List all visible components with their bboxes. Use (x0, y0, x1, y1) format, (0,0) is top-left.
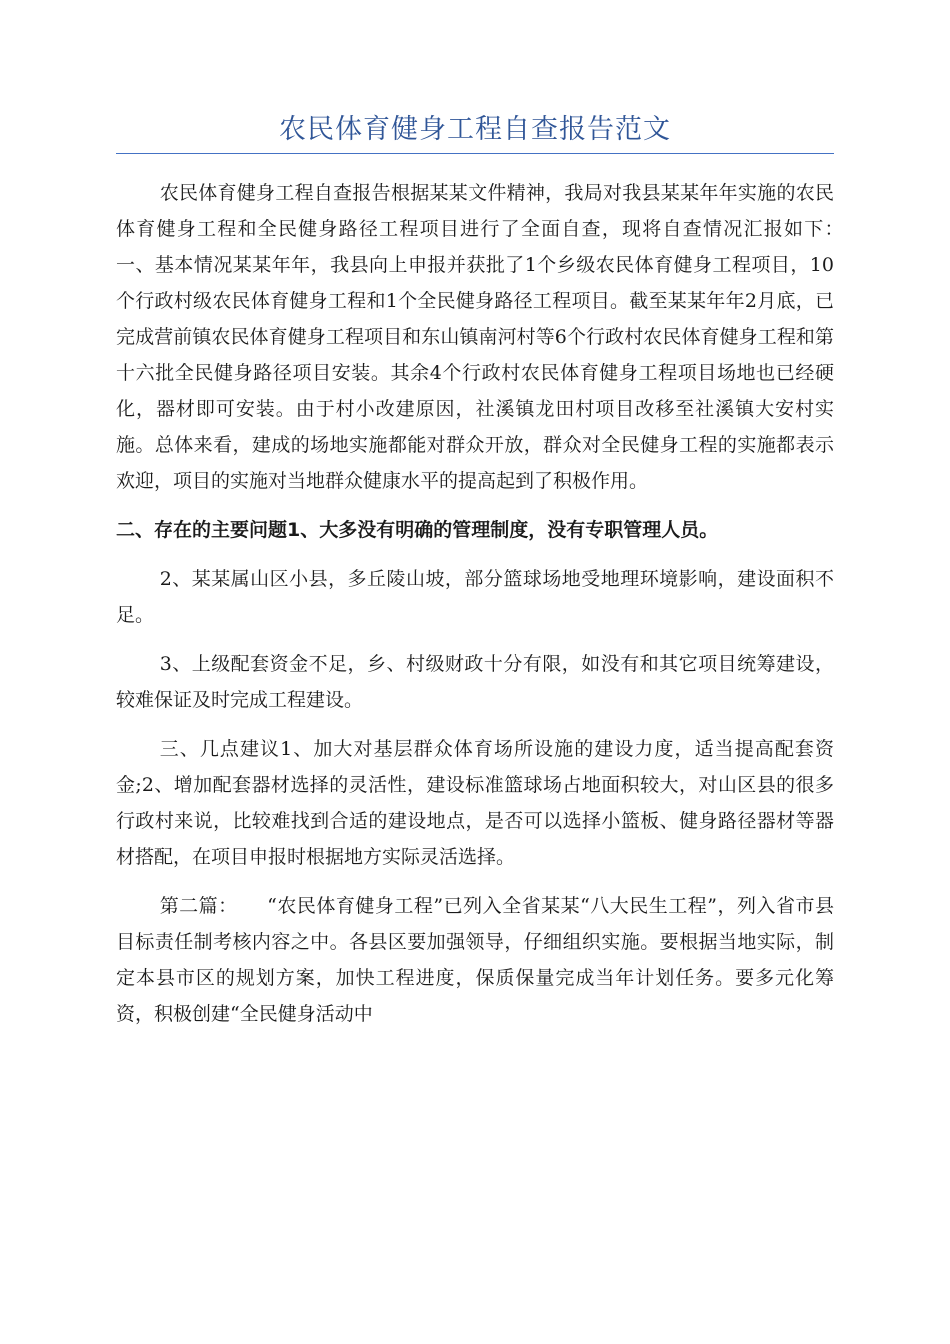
paragraph-second-article: 第二篇： “农民体育健身工程”已列入全省某某“八大民生工程”，列入省市县目标责任制考核内容之中。各县区要加强领导，仔细组织实施。要根据当地实际，制定本县市区的规划方案，加快工程进度，保质保量完成当年计划任务。要多元化筹资，积极创建“全民健身活动中 (116, 895, 834, 1025)
paragraph-problem-2: 2、某某属山区小县，多丘陵山坡，部分篮球场地受地理环境影响，建设面积不足。 (116, 568, 834, 626)
document-title: 农民体育健身工程自查报告范文 (279, 114, 671, 145)
paragraph-section-heading: 二、存在的主要问题1、大多没有明确的管理制度，没有专职管理人员。 (116, 519, 719, 541)
paragraph-problem-3: 3、上级配套资金不足，乡、村级财政十分有限，如没有和其它项目统筹建设，较难保证及时完成工程建设。 (116, 653, 834, 711)
document-body (116, 175, 873, 1045)
paragraph-intro: 农民体育健身工程自查报告根据某某文件精神，我局对我县某某年年实施的农民体育健身工程和全民健身路径工程项目进行了全面自查，现将自查情况汇报如下： 一、基本情况某某年年，我县向上申报并获批了1个乡级农民体育健身工程项目，10个行政村级农民体育健身工程和1个全民健身路径工程项目。截至某某年年2月底，已完成营前镇农民体育健身工程项目和东山镇南河村等6个行政村农民体育健身工程和第十六批全民健身路径项目安装。其余4个行政村农民体育健身工程项目场地也已经硬化，器材即可安装。由于村小改建原因，社溪镇龙田村项目改移至社溪镇大安村实施。总体来看，建成的场地实施都能对群众开放，群众对全民健身工程的实施都表示欢迎，项目的实施对当地群众健康水平的提高起到了积极作用。 (116, 182, 873, 492)
title-underline (116, 153, 834, 154)
paragraph-suggestions: 三、几点建议1、加大对基层群众体育场所设施的建设力度，适当提高配套资金;2、增加配套器材选择的灵活性，建设标准篮球场占地面积较大，对山区县的很多行政村来说，比较难找到合适的建设地点，是否可以选择小篮板、健身路径器材等器材搭配，在项目申报时根据地方实际灵活选择。 (116, 738, 834, 868)
